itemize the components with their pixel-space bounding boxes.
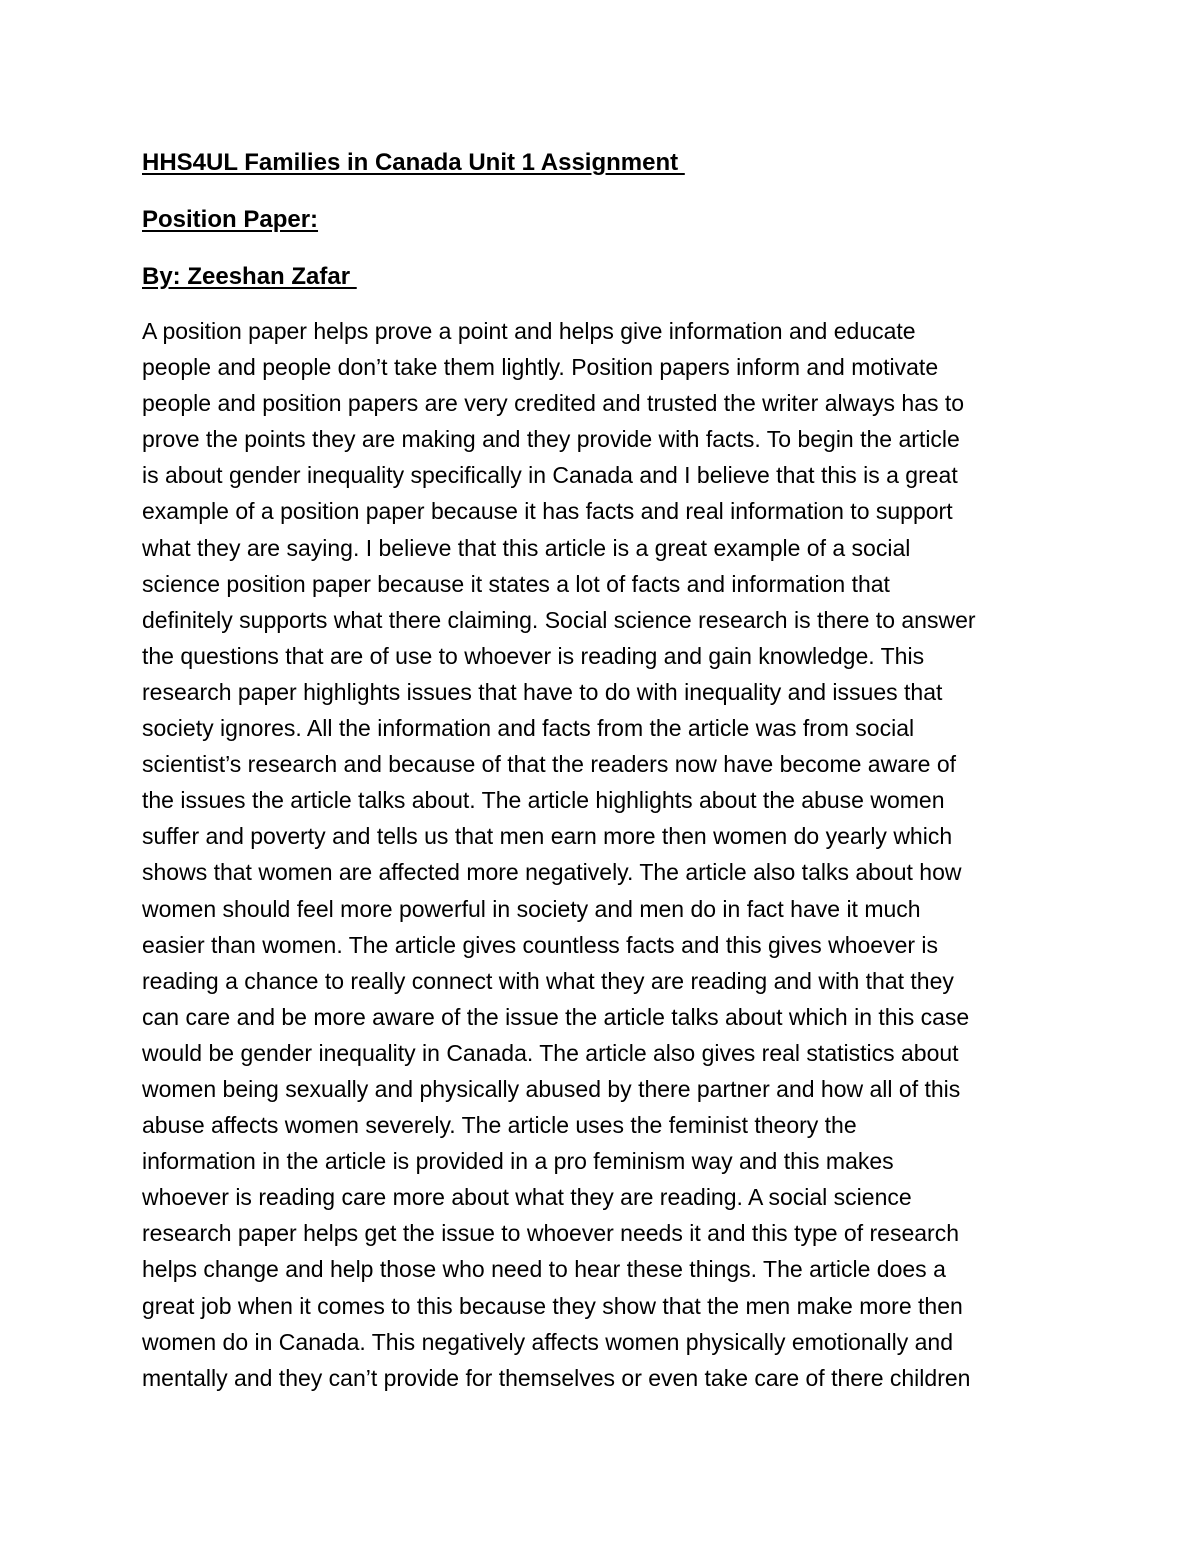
body-text-line: scientist’s research and because of that the readers now have become aware of xyxy=(142,751,956,778)
body-text-line: information in the article is provided in a pro feminism way and this makes xyxy=(142,1148,894,1175)
body-text-line: women do in Canada. This negatively affects women physically emotionally and xyxy=(142,1328,953,1355)
body-text-line: abuse affects women severely. The article uses the feminist theory the xyxy=(142,1112,857,1139)
body-text-line: definitely supports what there claiming. Social science research is there to answer xyxy=(142,606,976,633)
body-text-line: suffer and poverty and tells us that men earn more then women do yearly which xyxy=(142,823,953,850)
document-subtitle: Position Paper: xyxy=(142,206,319,233)
body-text-line: people and position papers are very credited and trusted the writer always has to xyxy=(142,390,965,417)
body-text-line: reading a chance to really connect with what they are reading and with that they xyxy=(142,967,954,994)
body-text-line: shows that women are affected more negatively. The article also talks about how xyxy=(142,859,962,886)
body-text-line: example of a position paper because it has facts and real information to support xyxy=(142,498,953,525)
body-text-line: A position paper helps prove a point and helps give information and educate xyxy=(142,318,916,344)
body-text-line: research paper highlights issues that have to do with inequality and issues that xyxy=(142,678,943,705)
author-line: By: Zeeshan Zafar xyxy=(142,263,357,290)
body-text-line: science position paper because it states a lot of facts and information that xyxy=(142,570,890,597)
body-text-line: easier than women. The article gives countless facts and this gives whoever is xyxy=(142,931,939,958)
body-text-line: people and people don’t take them lightly. Position papers inform and motivate xyxy=(142,354,939,381)
body-text-line: the questions that are of use to whoever is reading and gain knowledge. This xyxy=(142,642,925,669)
body-text-line: the issues the article talks about. The article highlights about the abuse women xyxy=(142,787,945,814)
body-text-line: great job when it comes to this because they show that the men make more then xyxy=(142,1292,963,1319)
body-paragraph xyxy=(142,313,1082,1396)
body-text-line: society ignores. All the information and facts from the article was from social xyxy=(142,715,915,742)
body-text-line: what they are saying. I believe that this article is a great example of a social xyxy=(142,534,911,561)
body-text-line: women should feel more powerful in society and men do in fact have it much xyxy=(142,895,921,922)
body-text-line: is about gender inequality specifically in Canada and I believe that this is a great xyxy=(142,462,958,489)
body-text-line: women being sexually and physically abused by there partner and how all of this xyxy=(142,1075,961,1102)
document-title: HHS4UL Families in Canada Unit 1 Assignment xyxy=(142,149,685,176)
body-text-line: can care and be more aware of the issue the article talks about which in this case xyxy=(142,1003,970,1030)
body-text-line: helps change and help those who need to hear these things. The article does a xyxy=(142,1256,946,1283)
body-text-line: would be gender inequality in Canada. The article also gives real statistics about xyxy=(142,1039,959,1066)
body-text-line: whoever is reading care more about what they are reading. A social science xyxy=(142,1184,912,1211)
body-text-line: mentally and they can’t provide for themselves or even take care of there children xyxy=(142,1364,971,1391)
body-text-line: research paper helps get the issue to whoever needs it and this type of research xyxy=(142,1220,959,1247)
body-text-line: prove the points they are making and they provide with facts. To begin the article xyxy=(142,426,960,453)
